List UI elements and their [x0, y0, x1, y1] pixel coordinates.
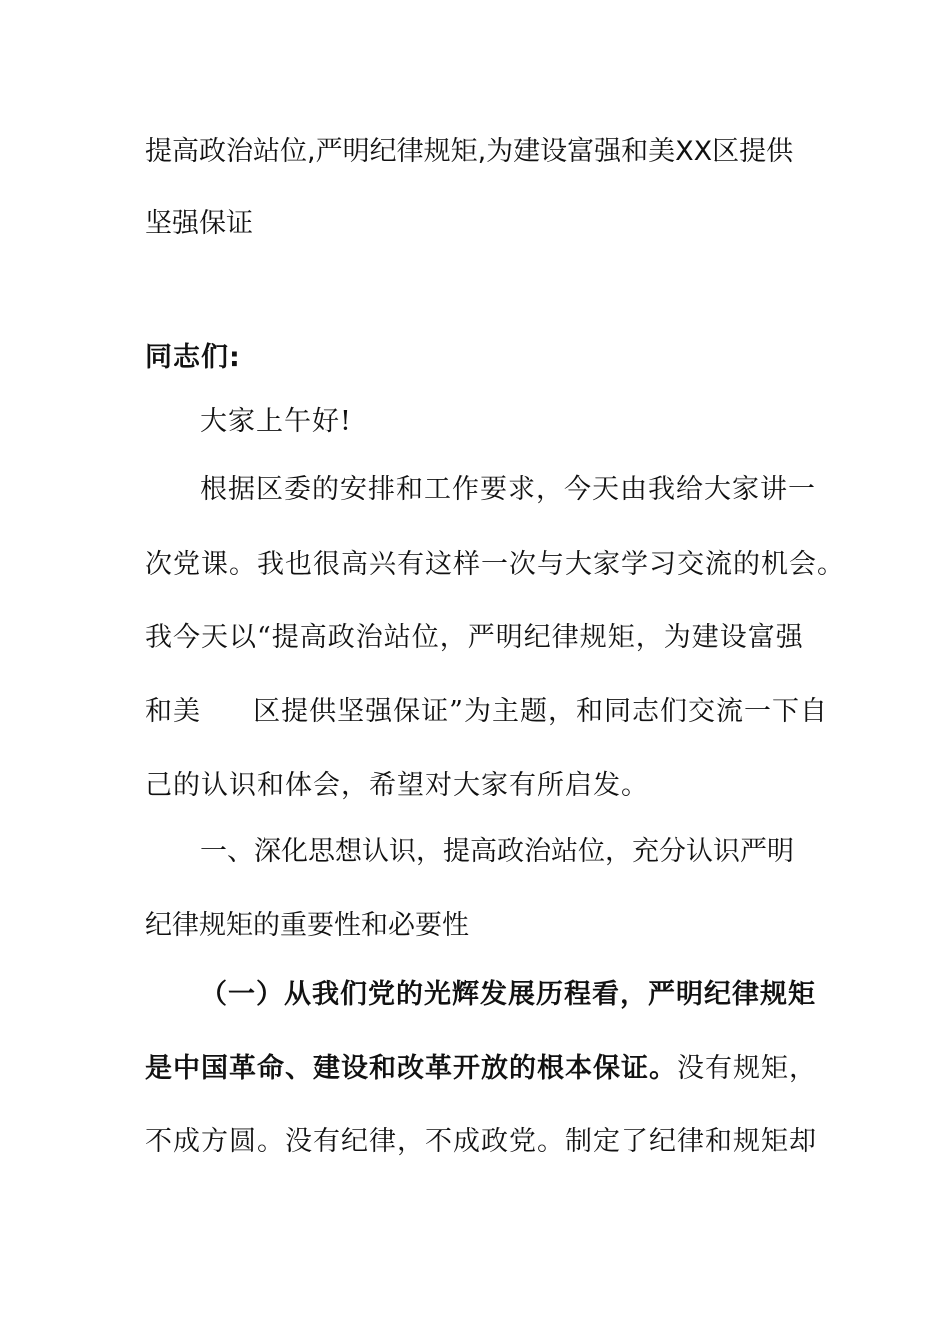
paragraph-1-line-2: 次党课。我也很高兴有这样一次与大家学习交流的机会。: [145, 549, 845, 580]
paragraph-1-line-5: 己的认识和体会，希望对大家有所启发。: [145, 770, 649, 801]
paragraph-1-line-3: 我今天以“提高政治站位，严明纪律规矩，为建设富强: [145, 622, 804, 653]
subsection-1-lead-sentence: 是中国革命、建设和改革开放的根本保证。: [145, 1053, 677, 1084]
section-1-heading-line-1: 一、深化思想认识，提高政治站位，充分认识严明: [200, 836, 794, 867]
salutation: 同志们:: [145, 342, 241, 373]
greeting: 大家上午好!: [200, 406, 352, 437]
title-line-2: 坚强保证: [145, 208, 253, 239]
title-line-1: 提高政治站位,严明纪律规矩,为建设富强和美XX区提供: [145, 136, 794, 167]
paragraph-1-line-1: 根据区委的安排和工作要求，今天由我给大家讲一: [200, 474, 816, 505]
subsection-1-line-2-rest: 没有规矩，: [677, 1053, 817, 1084]
subsection-1-line-1: （一）从我们党的光辉发展历程看，严明纪律规矩: [200, 979, 816, 1010]
subsection-1-line-2: [145, 1049, 815, 1089]
section-1-heading-line-2: 纪律规矩的重要性和必要性: [145, 910, 469, 941]
paragraph-1-line-4: 和美ᅠᅠ区提供坚强保证”为主题，和同志们交流一下自: [145, 696, 828, 727]
subsection-1-line-3: 不成方圆。没有纪律，不成政党。制定了纪律和规矩却: [145, 1126, 817, 1157]
